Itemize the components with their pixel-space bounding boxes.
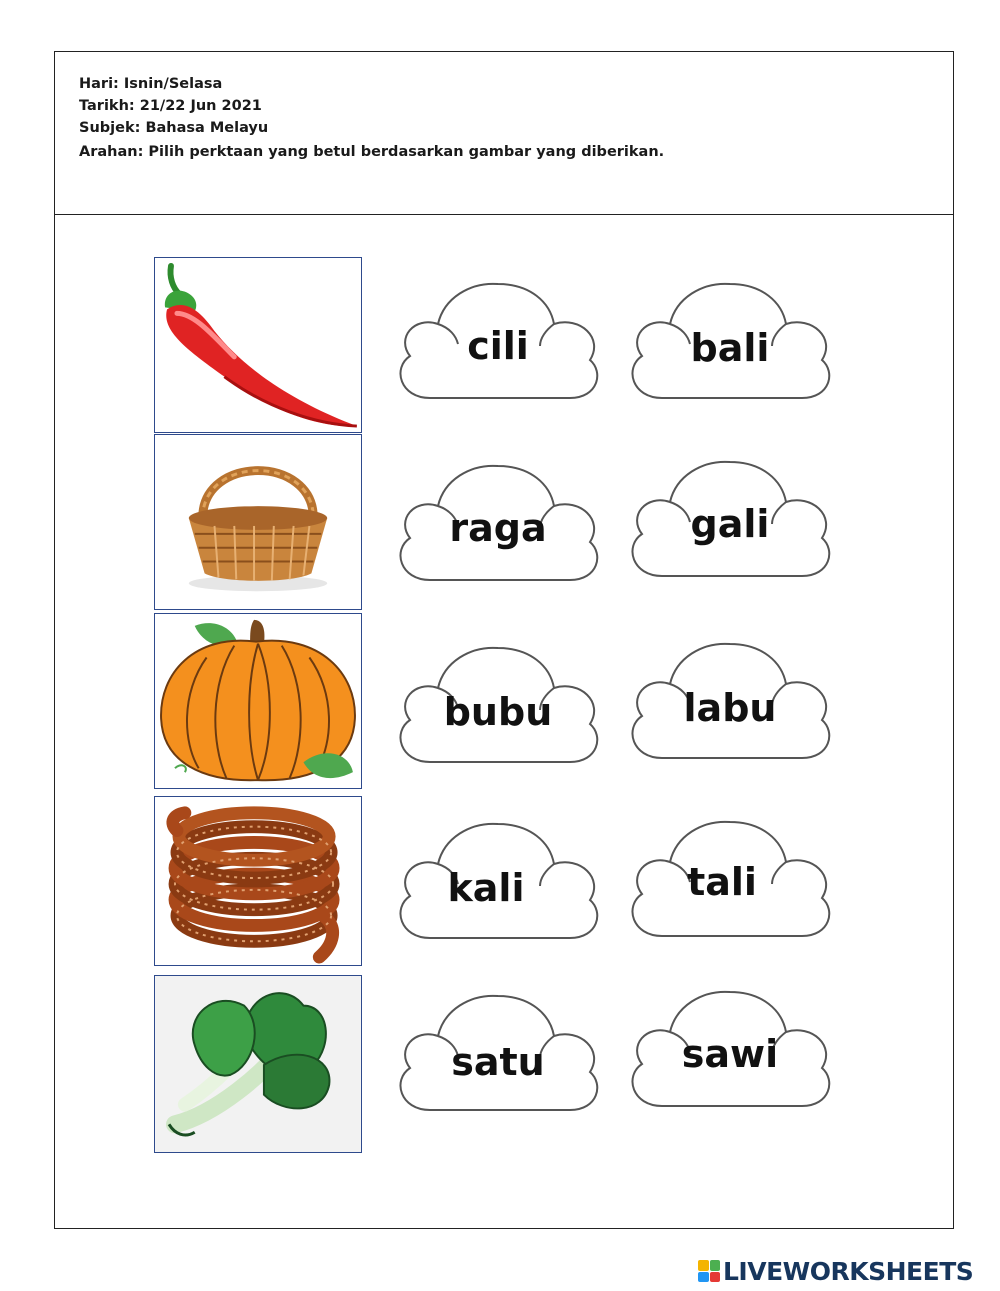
option-word: bali [690, 326, 770, 370]
mustard-greens-icon [155, 976, 361, 1152]
option-word: raga [449, 506, 547, 550]
day-label: Hari: Isnin/Selasa [79, 76, 223, 92]
rope-picture [154, 796, 362, 966]
option-cloud-bali[interactable] [622, 268, 838, 408]
option-cloud-labu[interactable] [622, 628, 838, 768]
option-word: bubu [443, 690, 553, 734]
brand-name: LIVEWORKSHEETS [723, 1256, 974, 1286]
option-cloud-gali[interactable] [622, 446, 838, 586]
option-word: cili [467, 324, 529, 368]
option-word: gali [690, 502, 770, 546]
option-word: tali [687, 860, 757, 904]
basket-picture [154, 434, 362, 610]
option-word: kali [447, 866, 525, 910]
logo-square [710, 1260, 721, 1271]
logo-square [698, 1272, 709, 1283]
chili-icon [155, 258, 361, 432]
liveworksheets-logo[interactable] [698, 1256, 973, 1286]
option-cloud-tali[interactable] [622, 806, 838, 946]
chili-picture [154, 257, 362, 433]
option-cloud-cili[interactable] [390, 268, 606, 408]
date-label: Tarikh: 21/22 Jun 2021 [79, 98, 262, 114]
option-cloud-bubu[interactable] [390, 632, 606, 772]
worksheet-header [55, 52, 953, 215]
logo-square [710, 1272, 721, 1283]
option-cloud-satu[interactable] [390, 980, 606, 1120]
mustard-greens-picture [154, 975, 362, 1153]
option-word: sawi [681, 1032, 779, 1076]
subject-label: Subjek: Bahasa Melayu [79, 120, 269, 136]
option-cloud-kali[interactable] [390, 808, 606, 948]
option-word: satu [451, 1040, 545, 1084]
option-cloud-raga[interactable] [390, 450, 606, 590]
pumpkin-picture [154, 613, 362, 789]
pumpkin-icon [155, 614, 361, 788]
basket-icon [155, 435, 361, 609]
option-word: labu [683, 686, 777, 730]
logo-square [698, 1260, 709, 1271]
instruction-label: Arahan: Pilih perktaan yang betul berdasarkan gambar yang diberikan. [79, 144, 665, 160]
brand-grid-icon [698, 1260, 720, 1282]
rope-icon [155, 797, 361, 965]
option-cloud-sawi[interactable] [622, 976, 838, 1116]
